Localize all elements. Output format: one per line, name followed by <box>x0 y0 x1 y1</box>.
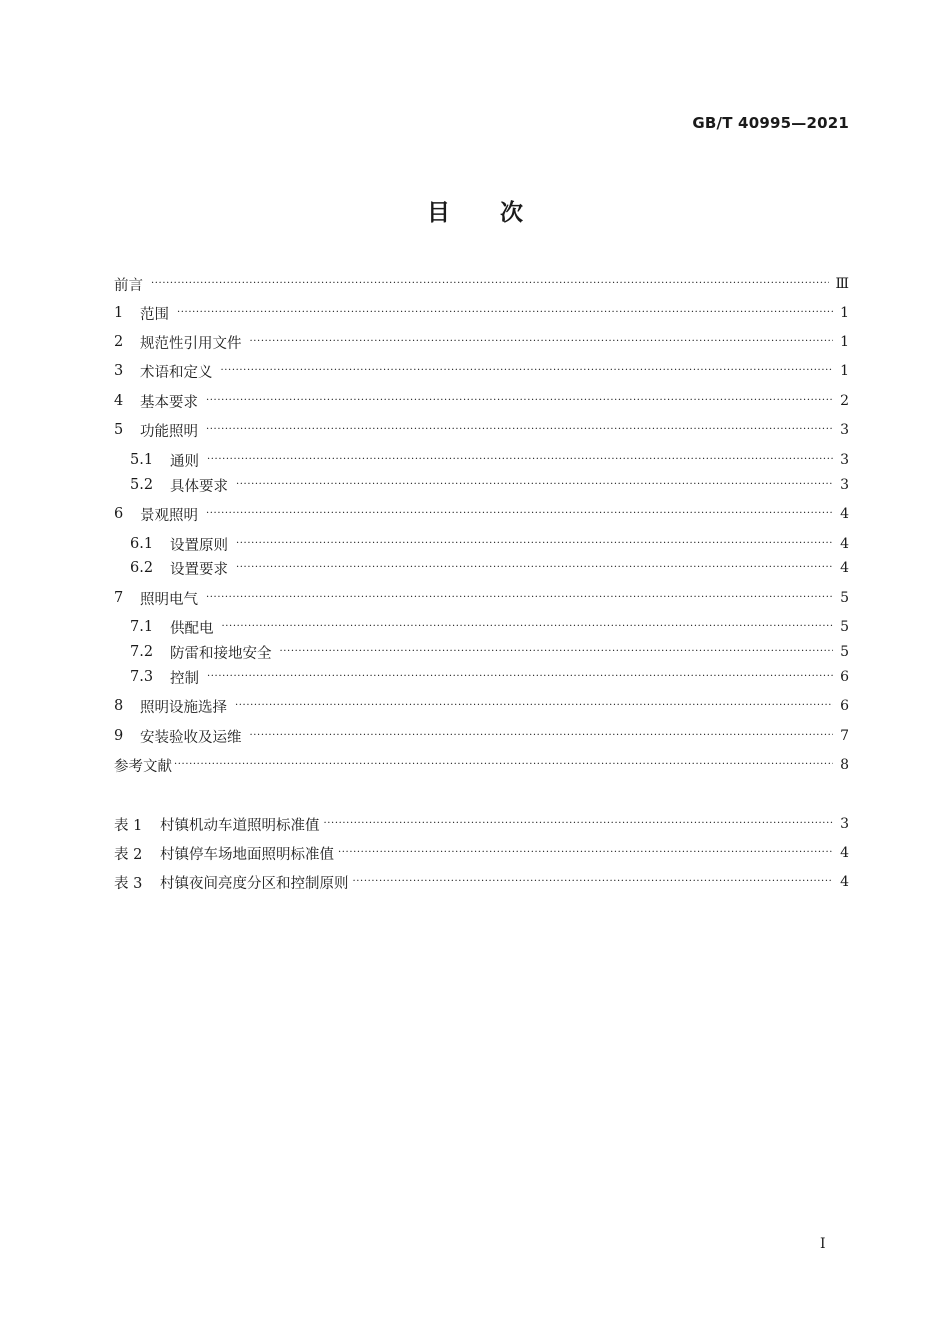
toc-page: 5 <box>840 644 849 660</box>
toc-entry-foreword[interactable] <box>114 274 849 294</box>
toc-entry-9[interactable] <box>114 726 849 746</box>
toc-entry-1[interactable] <box>114 303 849 323</box>
toc-number: 3 <box>114 363 124 379</box>
page-title <box>0 194 950 227</box>
toc-number: 4 <box>114 393 124 409</box>
toc-number: 8 <box>114 698 124 714</box>
toc-label: 前言 <box>114 277 143 294</box>
leader-dots <box>151 274 829 294</box>
toc-page: 6 <box>840 669 849 685</box>
table-number: 表 2 <box>114 846 143 863</box>
toc-page: 1 <box>840 305 849 321</box>
standard-code: GB/T 40995—2021 <box>692 114 849 132</box>
toc-table-2[interactable] <box>114 843 849 863</box>
leader-dots <box>338 843 833 863</box>
toc-entry-7-3[interactable] <box>114 667 849 687</box>
toc-number: 7.1 <box>130 619 154 635</box>
toc-label: 功能照明 <box>140 423 198 440</box>
toc-entry-5-1[interactable] <box>114 450 849 470</box>
toc-page: Ⅲ <box>835 276 849 292</box>
leader-dots <box>206 588 833 608</box>
toc-number: 5 <box>114 422 124 438</box>
toc-number: 5.1 <box>130 452 154 468</box>
toc-entry-8[interactable] <box>114 696 849 716</box>
toc-label: 规范性引用文件 <box>140 335 242 352</box>
leader-dots <box>207 450 833 470</box>
toc-page: 2 <box>840 393 849 409</box>
table-page: 4 <box>840 845 849 861</box>
table-label: 村镇机动车道照明标准值 <box>160 817 320 834</box>
title-char-1: 目 <box>427 200 450 226</box>
table-number: 表 3 <box>114 875 143 892</box>
title-char-2: 次 <box>500 200 523 226</box>
toc-label: 基本要求 <box>140 394 198 411</box>
toc-number: 6 <box>114 506 124 522</box>
toc-page: 8 <box>840 757 849 773</box>
toc-page: 5 <box>840 619 849 635</box>
toc-table-3[interactable] <box>114 872 849 892</box>
toc-label: 范围 <box>140 306 169 323</box>
toc-number: 5.2 <box>130 477 154 493</box>
toc-entry-5[interactable] <box>114 420 849 440</box>
toc-label: 照明设施选择 <box>140 699 227 716</box>
leader-dots <box>206 420 833 440</box>
toc-label: 供配电 <box>170 620 214 637</box>
toc-page: 1 <box>840 334 849 350</box>
toc-number: 7.2 <box>130 644 154 660</box>
toc-label: 照明电气 <box>140 591 198 608</box>
leader-dots <box>221 361 834 381</box>
toc-number: 1 <box>114 305 124 321</box>
toc-page: 3 <box>840 477 849 493</box>
toc-label: 通则 <box>170 453 199 470</box>
toc-number: 6.1 <box>130 536 154 552</box>
toc-entry-5-2[interactable] <box>114 475 849 495</box>
toc-number: 7 <box>114 590 124 606</box>
toc-page: 5 <box>840 590 849 606</box>
toc-table-1[interactable] <box>114 814 849 834</box>
toc-entry-6-1[interactable] <box>114 534 849 554</box>
leader-dots <box>236 534 833 554</box>
toc-page: 3 <box>840 422 849 438</box>
leader-dots <box>235 696 833 716</box>
toc-label: 景观照明 <box>140 507 198 524</box>
leader-dots <box>236 475 833 495</box>
toc-number: 7.3 <box>130 669 154 685</box>
leader-dots <box>206 391 833 411</box>
leader-dots <box>353 872 834 892</box>
toc-entry-6[interactable] <box>114 504 849 524</box>
toc-label: 具体要求 <box>170 478 228 495</box>
leader-dots <box>250 726 834 746</box>
toc-label: 防雷和接地安全 <box>170 645 272 662</box>
toc-entry-4[interactable] <box>114 391 849 411</box>
leader-dots <box>207 667 833 687</box>
leader-dots <box>280 642 834 662</box>
table-page: 4 <box>840 874 849 890</box>
leader-dots <box>324 814 834 834</box>
leader-dots <box>174 755 833 775</box>
toc-entry-3[interactable] <box>114 361 849 381</box>
leader-dots <box>250 332 834 352</box>
toc-label: 参考文献 <box>114 758 172 775</box>
toc-page: 3 <box>840 452 849 468</box>
toc-entry-bibliography[interactable] <box>114 755 849 775</box>
toc-page: 1 <box>840 363 849 379</box>
toc-label: 设置原则 <box>170 537 228 554</box>
leader-dots <box>222 617 834 637</box>
table-label: 村镇夜间亮度分区和控制原则 <box>160 875 349 892</box>
toc-entry-6-2[interactable] <box>114 558 849 578</box>
toc-number: 6.2 <box>130 560 154 576</box>
toc-page: 4 <box>840 560 849 576</box>
toc-entry-7-2[interactable] <box>114 642 849 662</box>
toc-entry-7-1[interactable] <box>114 617 849 637</box>
leader-dots <box>236 558 833 578</box>
table-label: 村镇停车场地面照明标准值 <box>160 846 334 863</box>
toc-number: 9 <box>114 728 124 744</box>
toc-page: 4 <box>840 506 849 522</box>
toc-label: 术语和定义 <box>140 364 213 381</box>
page-number: I <box>820 1236 826 1252</box>
leader-dots <box>177 303 833 323</box>
table-page: 3 <box>840 816 849 832</box>
table-number: 表 1 <box>114 817 143 834</box>
toc-page: 7 <box>840 728 849 744</box>
toc-number: 2 <box>114 334 124 350</box>
toc-label: 安装验收及运维 <box>140 729 242 746</box>
toc-entry-2[interactable] <box>114 332 849 352</box>
toc-label: 设置要求 <box>170 561 228 578</box>
toc-label: 控制 <box>170 670 199 687</box>
leader-dots <box>206 504 833 524</box>
toc-page: 4 <box>840 536 849 552</box>
toc-entry-7[interactable] <box>114 588 849 608</box>
toc-page: 6 <box>840 698 849 714</box>
